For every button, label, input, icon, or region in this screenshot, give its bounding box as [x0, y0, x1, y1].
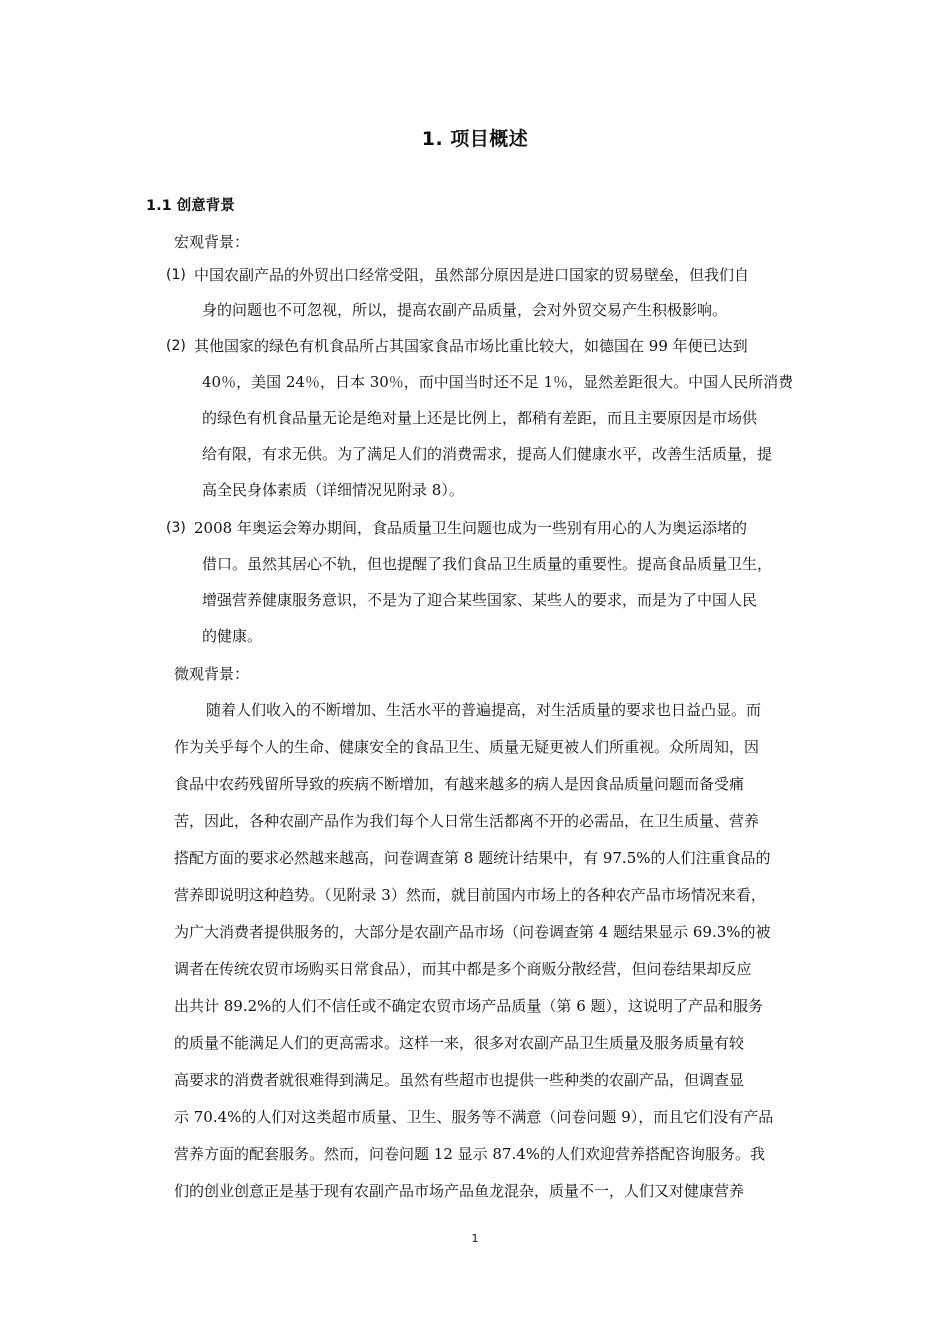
item-line: 2008 年奥运会筹办期间，食品质量卫生问题也成为一些别有用心的人为奥运添堵的: [194, 519, 747, 537]
paragraph-line: 示 70.4%的人们对这类超市质量、卫生、服务等不满意（问卷问题 9），而且它们没有产品: [174, 1108, 774, 1126]
paragraph-line: 营养方面的配套服务。然而，问卷问题 12 显示 87.4%的人们欢迎营养搭配咨询服务。我: [174, 1145, 766, 1163]
paragraph-line: 随着人们收入的不断增加、生活水平的普遍提高，对生活质量的要求也日益凸显。而: [206, 701, 762, 719]
micro-background-label: 微观背景：: [174, 665, 250, 683]
item-line: 其他国家的绿色有机食品所占其国家食品市场比重比较大，如德国在 99 年便已达到: [194, 337, 748, 355]
paragraph-line: 苦，因此，各种农副产品作为我们每个人日常生活都离不开的必需品，在卫生质量、营养: [174, 812, 760, 830]
item-line: 借口。虽然其居心不轨，但也提醒了我们食品卫生质量的重要性。提高食品质量卫生，: [202, 555, 773, 573]
paragraph-line: 的质量不能满足人们的更高需求。这样一来，很多对农副产品卫生质量及服务质量有较: [174, 1034, 745, 1052]
paragraph-line: 们的创业创意正是基于现有农副产品市场产品鱼龙混杂，质量不一，人们又对健康营养: [174, 1182, 745, 1200]
item-number: (1): [166, 267, 186, 283]
item-line: 高全民身体素质（详细情况见附录 8）。: [202, 481, 464, 499]
macro-background-label: 宏观背景：: [174, 233, 250, 251]
item-number: (2): [166, 338, 186, 354]
paragraph-line: 高要求的消费者就很难得到满足。虽然有些超市也提供一些种类的农副产品，但调查显: [174, 1071, 745, 1089]
item-line: 增强营养健康服务意识，不是为了迎合某些国家、某些人的要求，而是为了中国人民: [202, 591, 758, 609]
section-heading: 1.1 创意背景: [146, 198, 235, 214]
paragraph-line: 食品中农药残留所导致的疾病不断增加，有越来越多的病人是因食品质量问题而备受痛: [174, 775, 745, 793]
page-title: 1. 项目概述: [421, 128, 529, 150]
paragraph-line: 调者在传统农贸市场购买日常食品），而其中都是多个商贩分散经营，但问卷结果却反应: [174, 960, 752, 978]
item-line: 身的问题也不可忽视，所以，提高农副产品质量，会对外贸交易产生积极影响。: [202, 301, 728, 319]
item-line: 40％，美国 24％，日本 30％，而中国当时还不足 1％，显然差距很大。中国人民所消费: [202, 373, 794, 391]
paragraph-line: 作为关乎每个人的生命、健康安全的食品卫生、质量无疑更被人们所重视。众所周知，因: [174, 738, 760, 756]
paragraph-line: 为广大消费者提供服务的，大部分是农副产品市场（问卷调查第 4 题结果显示 69.3%的被: [174, 923, 771, 941]
page-number: 1: [471, 1232, 479, 1245]
paragraph-line: 搭配方面的要求必然越来越高，问卷调查第 8 题统计结果中，有 97.5%的人们注重食品的: [174, 849, 771, 867]
item-line: 的绿色有机食品量无论是绝对量上还是比例上，都稍有差距，而且主要原因是市场供: [202, 409, 758, 427]
item-line: 的健康。: [202, 627, 263, 645]
item-line: 中国农副产品的外贸出口经常受阻，虽然部分原因是进口国家的贸易壁垒，但我们自: [194, 266, 750, 284]
paragraph-line: 营养即说明这种趋势。（见附录 3）然而，就目前国内市场上的各种农产品市场情况来看，: [174, 886, 766, 904]
item-number: (3): [166, 520, 186, 536]
paragraph-line: 出共计 89.2%的人们不信任或不确定农贸市场产品质量（第 6 题），这说明了产品和服务: [174, 997, 764, 1015]
item-line: 给有限，有求无供。为了满足人们的消费需求，提高人们健康水平，改善生活质量，提: [202, 445, 773, 463]
